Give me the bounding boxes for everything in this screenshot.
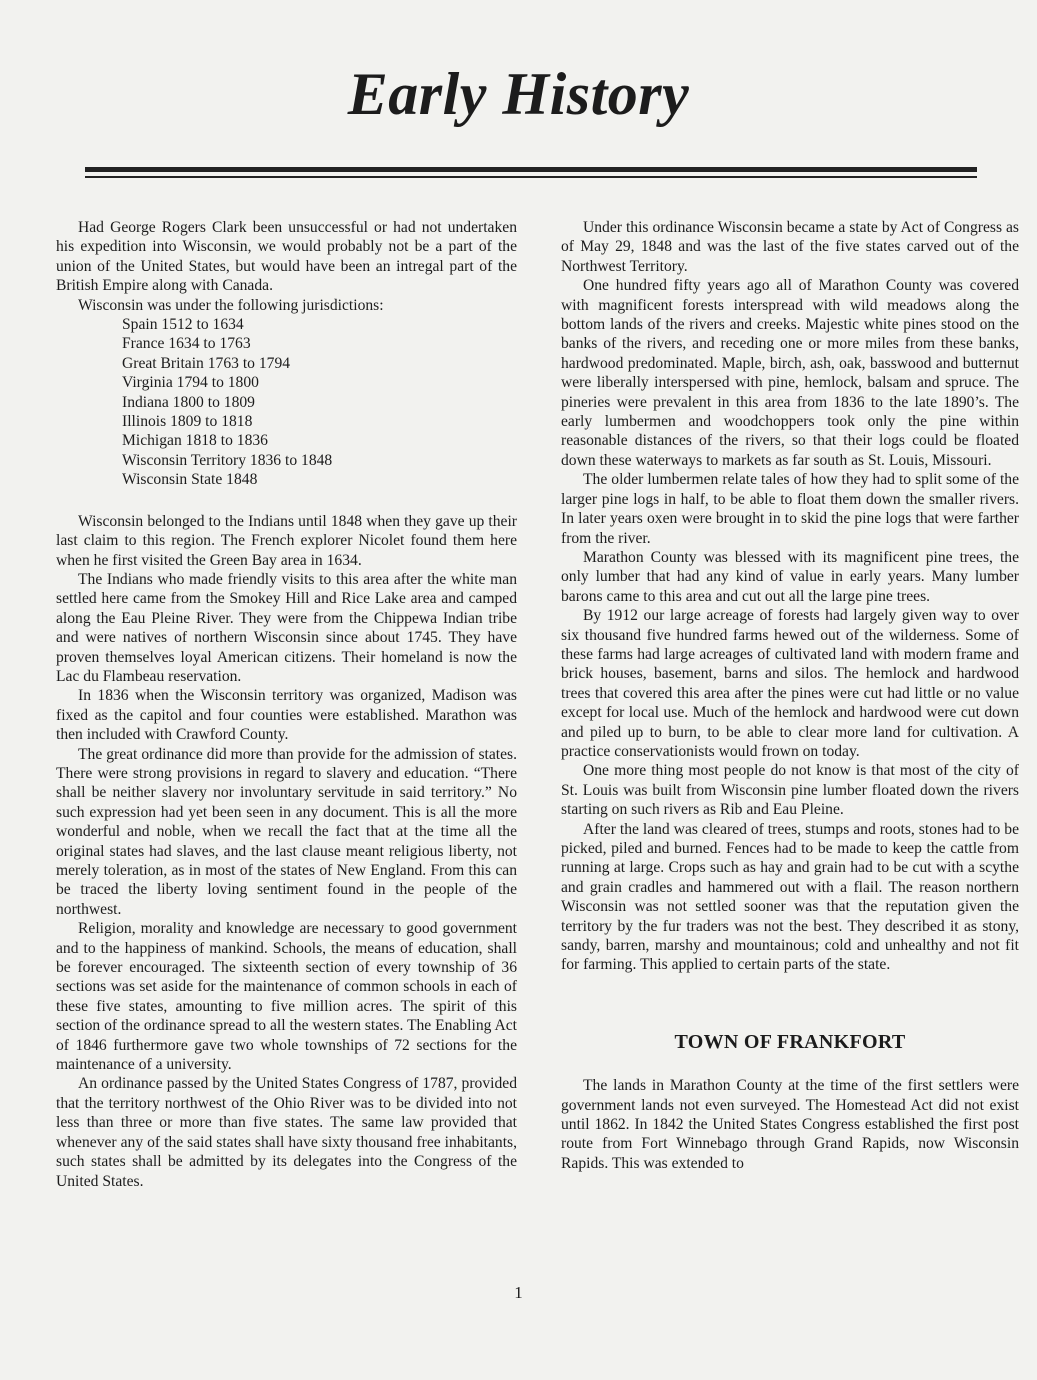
page-number: 1 xyxy=(514,1283,523,1302)
jurisdiction-item: Wisconsin State 1848 xyxy=(122,471,258,489)
paragraph-blessed: Marathon County was blessed with its magnificent pine trees, the only lumber that had any kind of value in early years. Many lumber barons came to this area and cut out all the large pine trees. xyxy=(561,548,1019,605)
paragraph-1912: By 1912 our large acreage of forests had largely given way to over six thousand five hundred farms hewed out of the wilderness. Some of these farms had large acreages of cultivated land with modern frame and brick houses, basement, barns and silos. The hemlock and hardwood trees that covered this area after the pines were cut had little or no value except for local use. Much of the hemlock and hardwood were cut down and piled up to burn, to be able to clear more land for cultivation. A practice conservationists would frown on today. xyxy=(561,607,1019,760)
jurisdiction-item: Great Britain 1763 to 1794 xyxy=(122,354,291,372)
paragraph-intro: Had George Rogers Clark been unsuccessful or had not undertaken his expedition into Wisconsin, we would probably not be a part of the union of the United States, but would have been an intregal part of the British Empire along with Canada. xyxy=(56,219,517,295)
jurisdiction-item: France 1634 to 1763 xyxy=(122,335,251,353)
jurisdiction-item: Michigan 1818 to 1836 xyxy=(122,432,268,450)
left-column xyxy=(56,218,517,1191)
paragraph-statehood: Under this ordinance Wisconsin became a state by Act of Congress as of May 29, 1848 and was the last of the five states carved out of the Northwest Territory. xyxy=(561,219,1019,275)
paragraph-ordinance-1787: An ordinance passed by the United States Congress of 1787, provided that the territory northwest of the Ohio River was to be divided into not less than three or more than five states. The same law provided that whenever any of the said states shall have sixty thousand free inhabitants, such states shall be admitted by its delegates into the Congress of the United States. xyxy=(56,1075,517,1190)
jurisdictions-list xyxy=(122,315,517,490)
jurisdiction-item: Wisconsin Territory 1836 to 1848 xyxy=(122,451,333,469)
paragraph-indians-1848: Wisconsin belonged to the Indians until 1848 when they gave up their last claim to this region. The French explorer Nicolet found them here when he first visited the Green Bay area in 1634. xyxy=(56,512,517,569)
paragraph-great-ordinance: The great ordinance did more than provide for the admission of states. There were strong provisions in regard to slavery and education. “There shall be neither slavery nor involuntary servitude in said territory.” No such expression had yet been seen in any document. This is all the more wonderful and noble, when we recall the fact that at the time all the original states had slaves, and the last clause meant religious liberty, not merely toleration, as in most of the states of New England. From this can be traced the liberty loving sentiment found in the people of the northwest. xyxy=(56,745,517,918)
title-rule-thick xyxy=(85,167,977,172)
jurisdiction-item: Illinois 1809 to 1818 xyxy=(122,413,253,431)
paragraph-frankfort: The lands in Marathon County at the time of the first settlers were government lands not even surveyed. The Homestead Act did not exist until 1862. In 1842 the United States Congress established the first post route from Fort Winnebago through Grand Rapids, now Wisconsin Rapids. This was extended to xyxy=(561,1077,1019,1172)
right-column xyxy=(561,218,1019,1173)
page-title: Early History xyxy=(347,61,690,127)
section-heading-town-of-frankfort: TOWN OF FRANKFORT xyxy=(674,1030,906,1053)
paragraph-lumbermen: The older lumbermen relate tales of how they had to split some of the larger pine logs in half, to be able to float them down the smaller rivers. In later years oxen were brought in to skid the pine logs that were farther from the river. xyxy=(561,471,1019,547)
paragraph-religion: Religion, morality and knowledge are necessary to good government and to the happiness of mankind. Schools, the means of education, shall be forever encouraged. The sixteenth section of every township of 36 sections was set aside for the maintenance of common schools in each of these five states, amounting to five million acres. The spirit of this section of the ordinance spread to all the western states. The Enabling Act of 1846 furthermore gave two whole townships of 72 sections for the maintenance of a university. xyxy=(56,920,517,1074)
jurisdiction-item: Spain 1512 to 1634 xyxy=(122,316,244,334)
paragraph-st-louis: One more thing most people do not know is that most of the city of St. Louis was built from Wisconsin pine lumber floated down the rivers starting on such rivers as Rib and Eau Pleine. xyxy=(561,762,1019,819)
paragraph-friendly-visits: The Indians who made friendly visits to this area after the white man settled here came from the Smokey Hill and Rice Lake area and camped along the Eau Pleine River. They were from the Chippewa Indian tribe and were natives of northern Wisconsin since about 1745. They have proven themselves loyal American citizens. Their homeland is now the Lac du Flambeau reservation. xyxy=(56,570,517,685)
paragraph-cleared: After the land was cleared of trees, stumps and roots, stones had to be picked, piled and burned. Fences had to be made to keep the cattle from running at large. Crops such as hay and grain had to be cut with a scythe and grain cradles and hammered out with a flail. The reason northern Wisconsin was not settled sooner was that the reputation given the territory by the fur traders was not the best. They described it as stony, sandy, barren, marshy and mountainous; cold and unhealthy and not fit for farming. This applied to certain parts of the state. xyxy=(561,820,1019,974)
title-rule-thin xyxy=(85,176,977,178)
paragraph-forests: One hundred fifty years ago all of Marathon County was covered with magnificent forests interspread with wild meadows along the bottom lands of the rivers and creeks. Majestic white pines stood on the banks of the rivers, and receding one or more miles from these banks, hardwood predominated. Maple, birch, ash, oak, basswood and butternut were liberally interspersed with pine, hemlock, balsam and spruce. The pineries were prevalent in this area from 1836 to the late 1890’s. The early lumbermen and woodchoppers took only the pine within reasonable distances of the rivers, so that their logs could be floated down these waterways to markets as far south as St. Louis, Missouri. xyxy=(561,277,1019,469)
jurisdiction-item: Indiana 1800 to 1809 xyxy=(122,393,255,411)
paragraph-1836: In 1836 when the Wisconsin territory was organized, Madison was fixed as the capitol and four counties were established. Marathon was then included with Crawford County. xyxy=(56,687,517,744)
jurisdiction-item: Virginia 1794 to 1800 xyxy=(122,374,259,392)
jurisdictions-intro: Wisconsin was under the following jurisdictions: xyxy=(78,296,384,314)
